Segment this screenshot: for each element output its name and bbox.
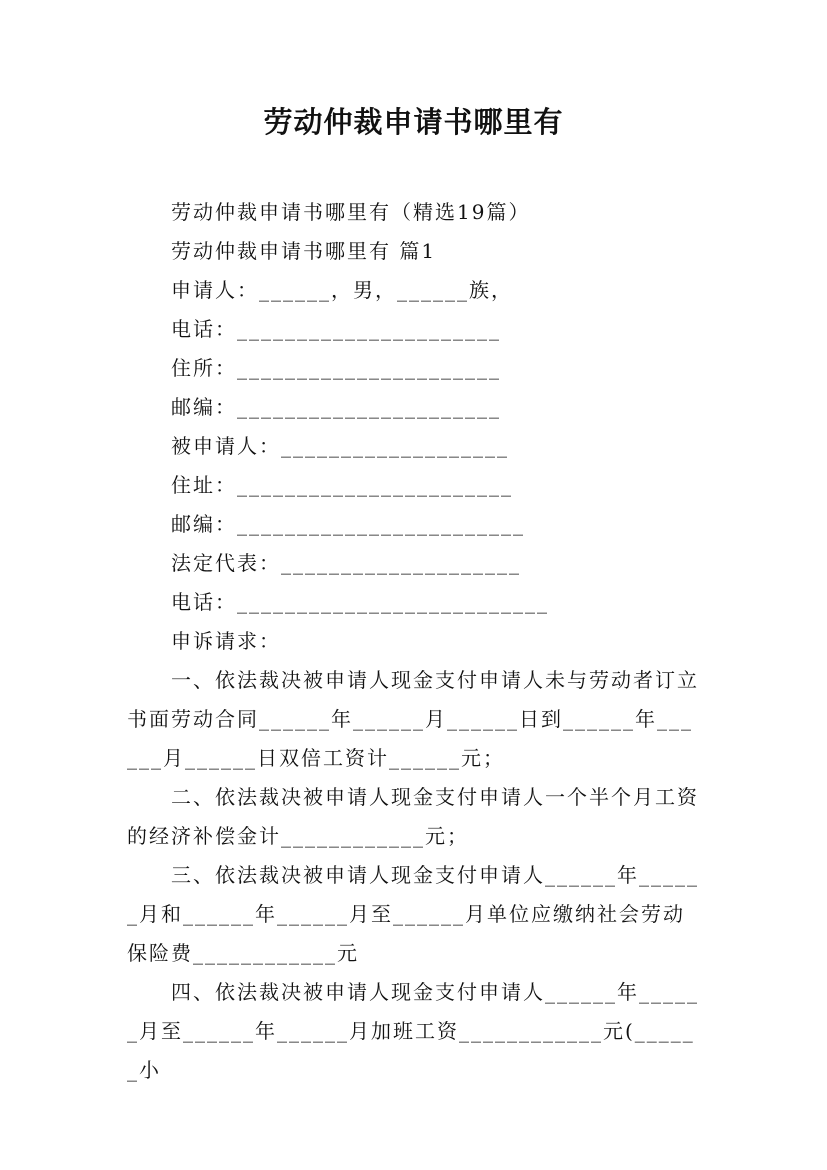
- respondent-line: 被申请人：___________________: [171, 434, 509, 458]
- applicant-line: 申请人：______，男，______族，: [171, 278, 513, 302]
- respondent-address-line: 住址：_______________________: [171, 473, 513, 497]
- claims-heading: 申诉请求：: [171, 629, 281, 653]
- claim-paragraph-2: 二、依法裁决被申请人现金支付申请人一个半个月工资的经济补偿金计____________元；: [127, 785, 699, 848]
- legal-representative-line: 法定代表：____________________: [171, 551, 521, 575]
- respondent-postcode-line: 邮编：________________________: [171, 512, 525, 536]
- applicant-address-line: 住所：______________________: [171, 356, 501, 380]
- claim-paragraph-1: 一、依法裁决被申请人现金支付申请人未与劳动者订立书面劳动合同______年______月______日到______年______月______日双倍工资计______元；: [127, 668, 699, 770]
- subtitle-line: 劳动仲裁申请书哪里有（精选19篇）: [171, 200, 531, 224]
- section-heading: 劳动仲裁申请书哪里有 篇1: [171, 239, 437, 263]
- claim-paragraph-4: 四、依法裁决被申请人现金支付申请人______年______月至______年______月加班工资____________元(______小: [127, 980, 699, 1082]
- document-title: 劳动仲裁申请书哪里有: [263, 105, 564, 139]
- respondent-phone-line: 电话：__________________________: [171, 590, 549, 614]
- applicant-postcode-line: 邮编：______________________: [171, 395, 501, 419]
- claim-paragraph-3: 三、依法裁决被申请人现金支付申请人______年______月和______年______月至______月单位应缴纳社会劳动保险费____________元: [127, 863, 699, 965]
- document-body: [127, 193, 703, 1090]
- applicant-phone-line: 电话：______________________: [171, 317, 501, 341]
